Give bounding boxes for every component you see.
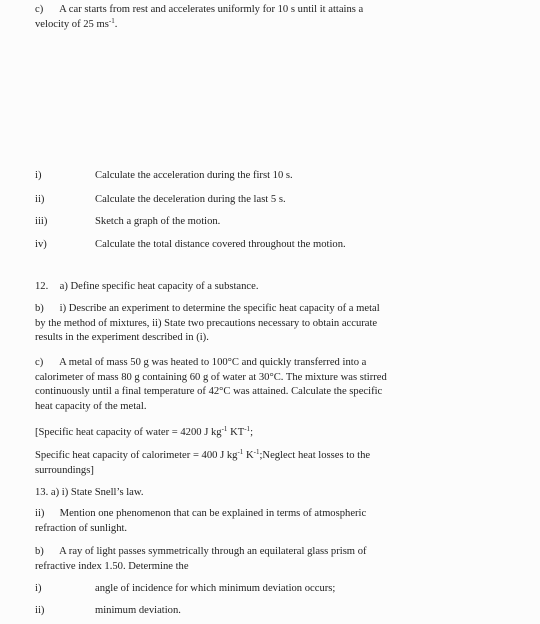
given-surroundings: surroundings]	[35, 464, 94, 476]
unit-kelvin: K	[243, 450, 254, 461]
given-calorimeter-capacity: Specific heat capacity of calorimeter = 400 J kg	[35, 450, 238, 461]
question-12-b	[35, 302, 465, 346]
question-12-a-text: a) Define specific heat capacity of a substance.	[59, 281, 259, 292]
question-13-a-ii	[35, 507, 465, 536]
question-12-c-line1: A metal of mass 50 g was heated to 100°C and quickly transferred into a	[59, 357, 367, 368]
given-note: ;Neglect heat losses to the	[259, 450, 371, 461]
question-13-ii-line1: Mention one phenomenon that can be explained in terms of atmospheric	[59, 508, 367, 519]
item-text: angle of incidence for which minimum deviation occurs;	[95, 583, 336, 594]
unit-exponent: -1	[244, 425, 251, 433]
question-12-c-line3: continuously until a final temperature of 42°C was attained. Calculate the specific	[35, 386, 383, 398]
question-13-b	[35, 545, 465, 574]
question-13-head	[35, 486, 465, 501]
unit-exponent: -1	[253, 448, 260, 456]
question-12-b-label: b)	[35, 303, 44, 314]
question-13-b-line2: refractive index 1.50. Determine the	[35, 560, 189, 572]
sub-question-text: Sketch a graph of the motion.	[95, 216, 221, 227]
sub-question-number: iv)	[35, 239, 47, 250]
question-12-c	[35, 356, 465, 414]
given-water-capacity: [Specific heat capacity of water = 4200 J kg	[35, 427, 222, 438]
question-13-a-text: 13. a) i) State Snell’s law.	[35, 487, 144, 498]
question-12-a	[35, 280, 465, 295]
item-number: ii)	[35, 605, 45, 616]
unit-exponent: -1	[237, 448, 244, 456]
question-12-b-line2: by the method of mixtures, ii) State two precautions necessary to obtain accurate	[35, 317, 378, 329]
velocity-unit-exponent: -1	[108, 16, 115, 25]
question-c-line2: velocity of 25 ms	[35, 18, 109, 30]
item-number: i)	[35, 583, 42, 594]
question-c-line1: A car starts from rest and accelerates uniformly for 10 s until it attains a	[59, 4, 364, 15]
question-13-b-label: b)	[35, 546, 44, 557]
question-12-b-line1: i) Describe an experiment to determine the specific heat capacity of a metal	[59, 303, 380, 314]
sub-question-number: ii)	[35, 194, 45, 205]
question-13-b-line1: A ray of light passes symmetrically through an equilateral glass prism of	[59, 546, 367, 557]
sub-question-text: Calculate the total distance covered throughout the motion.	[95, 239, 346, 250]
question-12-c-line2: calorimeter of mass 80 g containing 60 g of water at 30°C. The mixture was stirred	[35, 371, 387, 383]
sub-question-text: Calculate the acceleration during the first 10 s.	[95, 170, 293, 181]
question-12-number: 12.	[35, 281, 49, 292]
question-12-given-data-2	[35, 449, 465, 478]
sub-question-text: Calculate the deceleration during the last 5 s.	[95, 194, 286, 205]
question-13-ii-label: ii)	[35, 508, 45, 519]
question-12-given-data	[35, 426, 465, 441]
question-12-c-line4: heat capacity of the metal.	[35, 400, 147, 412]
sub-question-number: i)	[35, 170, 42, 181]
sub-question-number: iii)	[35, 216, 48, 227]
question-c-intro	[35, 3, 465, 32]
question-c-label: c)	[35, 4, 44, 15]
question-12-b-line3: results in the experiment described in (i).	[35, 332, 209, 344]
question-13-ii-line2: refraction of sunlight.	[35, 522, 128, 534]
unit-kelvin: KT	[227, 427, 245, 438]
question-c-line2-end: .	[114, 18, 118, 30]
question-12-c-label: c)	[35, 357, 44, 368]
unit-exponent: -1	[221, 425, 228, 433]
given-separator: ;	[250, 427, 254, 438]
item-text: minimum deviation.	[95, 605, 181, 616]
